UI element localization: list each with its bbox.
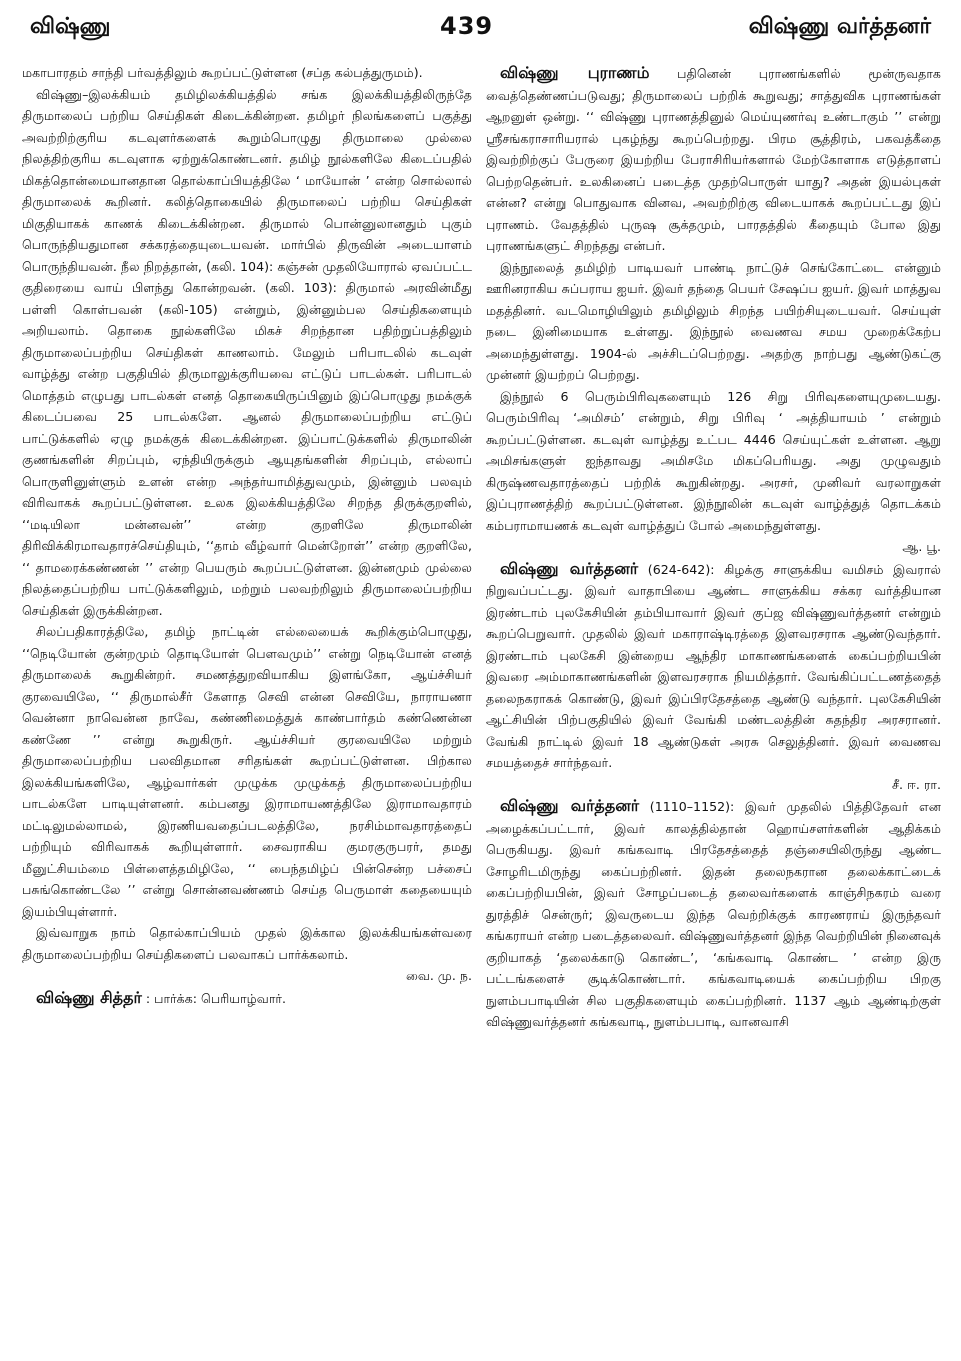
entry-title: விஷ்ணு வர்த்தனர் [500, 796, 640, 815]
entry-dates: (1110–1152): [649, 799, 735, 814]
left-column [22, 62, 472, 1352]
entry-vishnu-puranam [486, 62, 941, 257]
paragraph: விஷ்ணு–இலக்கியம் தமிழிலக்கியத்தில் சங்க இலக்கியத்திலிருந்தே திருமாலைப் பற்றிய செய்திகள் கிடைக்கின்றன. தமிழர் நிலங்களைப் பகுத்து அவற்றிற்குரிய கடவுளர்களைக் கூறும்பொழுது திருமாலை முல்லை நிலத்திற்குரிய கடவுளாக ஏற்றுக்கொண்டனர். தமிழ் நூல்களிலே கிடைப்பதில் மிகத்தொன்மையானதான தொல்காப்பியத்திலே ‘ மாயோன் ’ என்ற சொல்லால் திருமாலைக் கூறினர். கலித்தொகையில் திருமாலைப் பற்றிய செய்திகள் மிகுதியாகக் காணக் கிடைக்கின்றன. திருமால் பொன்னுலானதும் புகும் பொருந்தியதுமான சக்கரத்தையுடையவன். மார்பில் திருவின் அடையாளம் பொருந்தியவன். நீல நிறத்தான், (கலி. 104): கஞ்சன் முதலியோரால் ஏவப்பட்ட குதிரையை வாய் பிளந்து கொன்றவன். (கலி. 103): திருமால் அரவின்மீது பள்ளி கொள்பவன் (கலி-105) என்றும், இன்னும்பல செய்திகளையும் அறியலாம். தொகை நூல்களிலே மிகச் சிறந்தான பதிற்றுப்பத்திலும் திருமாலைப்பற்றிய செய்திகள் காணலாம். மேலும் பரிபாடலில் கடவுள் வாழ்த்து என்ற பகுதியில் திருமாலுக்குரியவை எட்டுப் பாடல்கள். பரிபாடல் மொத்தம் எழுபது பாடல்கள் எனத் தொகையிருப்பினும் இப்பொழுது நமக்குக் கிடைப்பவை 25 பாடல்களே. ஆனல் திருமாலைப்பற்றிய எட்டுப் பாட்டுக்களில் ஏழு நமக்குக் கிடைக்கின்றன. இப்பாட்டுக்களில் திருமாலின் குணங்களின் சிறப்பும், ஏந்தியிருக்கும் ஆயுதங்களின் சிறப்பும், எல்லாப் பொருளினுள்ளும் உளன் என்ற அந்தர்யாமித்துவமும், இன்னும் பலவும் விரிவாகக் கூறப்பட்டுள்ளன. உலக இலக்கியத்திலே சிறந்த திருக்குறளில், ‘‘மடியிலா மன்னவன்’’ என்ற குறளிலே திருமாலின் திரிவிக்கிரமாவதாரச்செய்தியும், ‘‘தாம் வீழ்வார் மென்றோள்’’ என்ற குறளிலே, ‘‘ தாமரைக்கண்ணன் ’’ என்ற பெயரும் கூறப்பட்டுள்ளன. இன்னமும் முல்லை நிலத்தைப்பற்றிய பாட்டுக்களிலும், மற்றும் பலவற்றிலும் திருமாலைப்பற்றிய செய்திகள் இருக்கின்றன. [22, 86, 472, 618]
author-initials: சீ. ஈ. ரா. [892, 776, 941, 792]
entry-text: கிழக்கு சாளுக்கிய வமிசம் இவரால் நிறுவப்பட்டது. இவர் வாதாபியை ஆண்ட சாளுக்கிய சக்கர வர்த்தியான இரண்டாம் புலகேசியின் தம்பியாவார் இவர் குப்ஜ விஷ்ணுவர்த்தனர் என்றும் கூறப்பெறுவார். முதலில் இவர் மகாராஷ்டிரத்தை இளவரசராக ஆண்டுவந்தார். இரண்டாம் புலகேசி இன்றைய ஆந்திர மாகாணங்களைக் கைப்பற்றியபின் இவரை அம்மாகாணங்களின் இளவரசராக நியமித்தார். வேங்கிப்பட்டணத்தைத் தலைநகராகக் கொண்டு, இவர் இப்பிரதேசத்தை ஆண்டு வந்தார். புலகேசியின் ஆட்சியின் பிற்பகுதியில் இவர் வேங்கி மண்டலத்தின் சுதந்திர அரசரானர். வேங்கி நாட்டில் இவர் 18 ஆண்டுகள் அரசு செலுத்தினர். இவர் வைணவ சமயத்தைச் சார்ந்தவர். [486, 561, 941, 770]
header-right-guide-word: விஷ்ணு வர்த்தனர் [748, 14, 931, 39]
entry-vishnu-varthanar-1 [486, 558, 941, 774]
entry-title: விஷ்ணு சித்தர் [36, 987, 142, 1007]
paragraph: மகாபாரதம் சாந்தி பர்வத்திலும் கூறப்பட்டுள்ளன (சப்த கல்பத்துருமம்). [22, 65, 423, 80]
entry-dates: (624-642): [647, 561, 715, 577]
entry-title: விஷ்ணு புராணம் [500, 63, 650, 82]
right-column [486, 62, 941, 1352]
entry-text: பதினென் புராணங்களில் மூன்ருவதாக வைத்தெண்ணப்படுவது; திருமாலைப் பற்றிக் கூறுவது; சாத்துவிக புராணங்கள் ஆறனுள் ஒன்று. ‘‘ விஷ்ணு புராணத்தினுல் மெய்யுணர்வு உண்டாகும் ’’ என்று ஸ்ரீசங்கராசாரியரால் புகழ்ந்து கூறப்பெற்றது. பிரம சூத்திரம், பகவத்கீதை இவற்றிற்குப் பேருரை இயற்றிய பேராசிரியர்களால் மேற்கோளாக எடுத்தாளப் பெற்றதென்பர். உலகினைப் படைத்த முதற்பொருள் யாது? அதன் இயல்புகள் என்ன? என்று பொதுவாக வினவ, அவற்றிற்கு விடையாகக் கூறப்பட்டது இப் புராணம். வேதத்தில் புருஷ சூக்தமும், பாரதத்தில் கீதையும் போல இது புராணங்களுட் சிறந்தது என்பர். [486, 66, 941, 253]
paragraph: சிலப்பதிகாரத்திலே, தமிழ் நாட்டின் எல்லையைக் கூறிக்கும்பொழுது, ‘‘நெடியோன் குன்றமும் தொடியோள் பௌவமும்’’ என்று நெடியோன் எனத் திருமாலைக் கூறுகின்றர். சமணத்துறவியாகிய இளங்கோ, ஆய்ச்சியர் குரவையிலே, ‘‘ திருமால்சீர் கேளாத செவி என்ன செவியே, நாராயணா வென்னா நாவென்ன நாவே, கண்ணிமைத்துக் காண்பார்தம் கண்ணென்ன கண்ணே ’’ என்று கூறுகிருர். ஆய்ச்சியர் குரவையிலே மற்றும் திருமாலைப்பற்றிய பலவிதமான சரிதங்கள் கூறப்பட்டுள்ளன. பிற்கால இலக்கியங்களிலே, ஆழ்வார்கள் முழுக்க முழுக்கத் திருமாலைப்பற்றிய பாடல்களே பாடியுள்ளனர். கம்பனது இராமாயணத்திலே இராமாவதாரம் மட்டிலுமல்லாமல், இரணியவதைப்படலத்திலே, நரசிம்மாவதாரத்தைப் பற்றியும் விரிவாகக் கூறியுள்ளார். சைவராகிய குமரகுருபரர், தமது மீனுட்சியம்மை பிள்ளைத்தமிழிலே, ‘‘ பைந்தமிழ்ப் பின்சென்ற பச்சைப் பசுங்கொண்டலே ’’ என்று சொன்னவண்ணம் செய்த பெருமாள் கதையையும் இயம்பியுள்ளார். [22, 624, 472, 919]
entry-text: : பார்க்க: பெரியாழ்வார். [145, 990, 286, 1006]
author-initials: வை. மு. ந. [405, 968, 472, 983]
page-number: 439 [440, 12, 494, 40]
entry-vishnu-siththar [22, 987, 472, 1010]
paragraph: இவ்வாறுக நாம் தொல்காப்பியம் முதல் இக்கால இலக்கியங்கள்வரை திருமாலைப்பற்றிய செய்திகளைப் பலவாகப் பார்க்கலாம். [22, 925, 472, 962]
header-left-guide-word: விஷ்ணு [30, 14, 111, 39]
entry-vishnu-varthanar-2 [486, 795, 941, 1033]
paragraph: இந்நூலைத் தமிழிற் பாடியவர் பாண்டி நாட்டுச் செங்கோட்டை என்னும் ஊரினராகிய சுப்பராய ஐயர். இவர் தந்தை பெயர் சேஷப்ப ஐயர். இவர் மாத்துவ மதத்தினர். வடமொழியிலும் தமிழிலும் சிறந்த பயிற்சியுடையவர். செய்யுள் நடை இனிமையாக உள்ளது. இந்நூல் வைணவ சமய முறைக்கேற்ப அமைந்துள்ளது. 1904-ல் அச்சிடப்பெற்றது. அதற்கு நாற்பது ஆண்டுகட்கு முன்னர் இயற்றப் பெற்றது. [486, 259, 941, 382]
page-header [0, 0, 961, 50]
paragraph: இந்நூல் 6 பெரும்பிரிவுகளையும் 126 சிறு பிரிவுகளையுமுடையது. பெரும்பிரிவு ‘அமிசம்’ என்றும், சிறு பிரிவு ‘ அத்தியாயம் ’ என்றும் கூறப்பட்டுள்ளன. கடவுள் வாழ்த்து உட்பட 4446 செய்யுட்கள் உள்ளன. ஆறு அமிசங்களுள் ஐந்தாவது அமிசமே மிகப்பெரியது. அது முழுவதும் கிருஷ்ணவதாரத்தைப் பற்றிக் கூறுகின்றது. அரசர், முனிவர் வரலாறுகள் இப்புராணத்திற் கூறப்பட்டுள்ளன. இந்நூலின் கடவுள் வாழ்த்துத் தொடக்கம் கம்பராமாயணக் கடவுள் வாழ்த்துப் போல் அமைந்துள்ளது. [486, 388, 941, 533]
entry-text: இவர் முதலில் பித்திதேவர் என அழைக்கப்பட்டார், இவர் காலத்தில்தான் ஹொய்சளர்களின் ஆதிக்கம் பெருகியது. இவர் கங்கவாடி பிரதேசத்தைத் தஞ்சையிலிருந்து ஆண்ட சோழரிடமிருந்து கைப்பற்றினர். இதன் தலைநகரான தலைக்காட்டைக் கைப்பற்றியபின், இவர் சோழப்படைத் தலைவர்களைக் காஞ்சிநகரம் வரை துரத்திச் சென்ருர்; இவருடைய இந்த வெற்றிக்குக் காரணராய் இருந்தவர் கங்கராயர் என்ற படைத்தலைவர். விஷ்ணுவர்த்தனர் இந்த வெற்றியின் நினைவுக் குறியாகத் ‘தலைக்காடு கொண்ட’, ‘கங்கவாடி கொண்ட ’ என்ற இரு பட்டங்களைச் சூடிக்கொண்டார். கங்கவாடியைக் கைப்பற்றிய பிறகு நுளம்பபாடியின் சில பகுதிகளையும் கைப்பற்றினர். 1137 ஆம் ஆண்டிற்குள் விஷ்ணுவர்த்தனர் கங்கவாடி, நுளம்பபாடி, வானவாசி [486, 799, 941, 1029]
author-initials: ஆ. பூ. [902, 539, 941, 554]
entry-title: விஷ்ணு வர்த்தனர் [500, 558, 639, 578]
